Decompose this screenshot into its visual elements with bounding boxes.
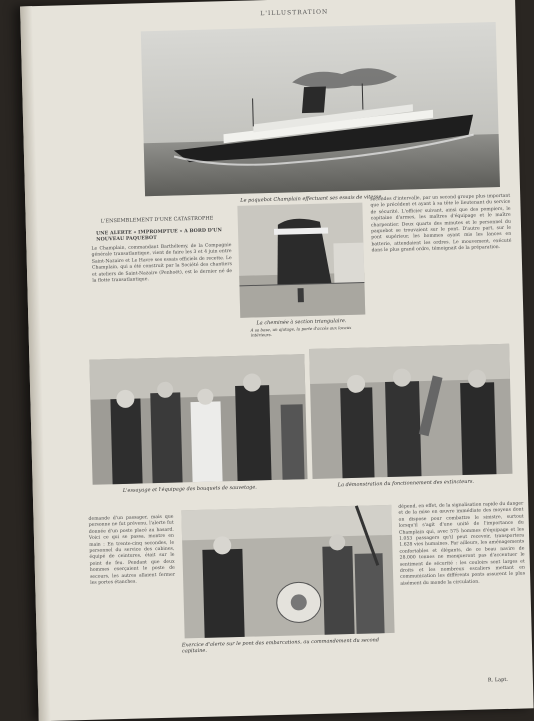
- bottom-left-text: demande d'un passager, mais que personne ne fut prévenu, l'alerte fut donnée d'un poste placé au hasard. Voici ce qui se passa, montre en main : En trente-cinq secondes, le personnel du service des cabines, équipé de ceintures, était sur le point de feu. Pendant que deux hommes exerçaient le poste de secours, les autres allaient fermer les portes étanches.: [88, 514, 176, 586]
- article-subheading: UNE ALERTE « IMPROMPTUE » A BORD D'UN NOUVEAU PAQUEBOT: [95, 227, 222, 243]
- funnel-subcaption: A sa base, un ajutage, la porte d'accès aux locaux intérieurs.: [250, 324, 352, 338]
- drill-caption: Exercice d'alerte sur le pont des embarcations, au commandement du second capitaine.: [181, 637, 380, 655]
- bottom-left-column: [88, 515, 178, 692]
- funnel-photo: [237, 203, 365, 318]
- liner-caption: Le paquebot Champlain effectuant ses essais de vitesse.: [240, 194, 384, 204]
- article-heading: L'ENSEMBLEMENT D'UNE CATASTROPHE: [100, 215, 214, 225]
- drill-photo: [181, 505, 394, 638]
- extinguisher-photo: [309, 344, 512, 479]
- right-top-text: secondes d'intervalle, par un second groupe plus important que le précédent et ayant à sa tête le lieutenant du service de sécurité. L'officier suivant, ainsi que des pompiers, le capitaine d'armes, les maîtres d'équipage et le maître charpentier. Deux quarts des minutes et le personnel du paquebot se trouvaient sur le pont. D'autre part, sur le pont supérieur, les hommes ayant mis les lances en batterie, attendaient les ordres. Le mouvement, exécuté dans le plus grand ordre, témoignait de la préparation.: [370, 193, 512, 254]
- intro-text: Le Champlain, commandant Barthélemy, de la Compagnie générale transatlantique, vient de faire les 3 et 4 juin entre Saint-Nazaire et Le Havre ses essais officiels de recette. Le Champlain, qui a été construit par la Société des chantiers et ateliers de Saint-Nazaire (Penhoët), est le dernier né de la flotte transatlantique.: [91, 243, 233, 284]
- drill-image: [181, 505, 394, 638]
- intro-column: [91, 243, 234, 345]
- boarding-image: [89, 354, 307, 485]
- extinguisher-caption: La démonstration du fonctionnement des extincteurs.: [337, 478, 475, 489]
- running-head: L'ILLUSTRATION: [260, 8, 329, 18]
- boarding-caption: L'essayage et l'équipage des bouquets de sauvetage.: [122, 484, 257, 494]
- signature: R. Lapt.: [487, 676, 509, 684]
- magazine-page: [20, 0, 534, 721]
- liner-image: [141, 22, 500, 196]
- funnel-image: [237, 203, 365, 318]
- boarding-photo: [89, 354, 307, 485]
- right-top-column: [370, 194, 514, 343]
- bottom-right-column: [398, 501, 527, 674]
- bottom-right-text: dépend, en effet, de la signalisation rapide du danger et de la mise en œuvre immédiate des moyens dont on dispose pour combattre le sinistre, surtout lorsqu'il s'agit d'une unité de l'importance du Champlain qui, avec 575 hommes d'équipage et les 1.053 passagers qu'il peut recevoir, transportera 1.628 vies humaines. Par ailleurs, les aménagements confortables et élégants, de ce beau navire de 28.000 tonnes ne manqueront pas d'accentuer le sentiment de sécurité : les couloirs sont larges et droits et les nombreux escaliers mettant en communication les différents ponts assurent le plus aisément du monde la circulation.: [398, 501, 526, 587]
- liner-photo: [141, 22, 500, 196]
- page-binding: [20, 6, 51, 721]
- funnel-caption: La cheminée à section triangulaire.: [256, 318, 347, 327]
- extinguisher-image: [309, 344, 512, 479]
